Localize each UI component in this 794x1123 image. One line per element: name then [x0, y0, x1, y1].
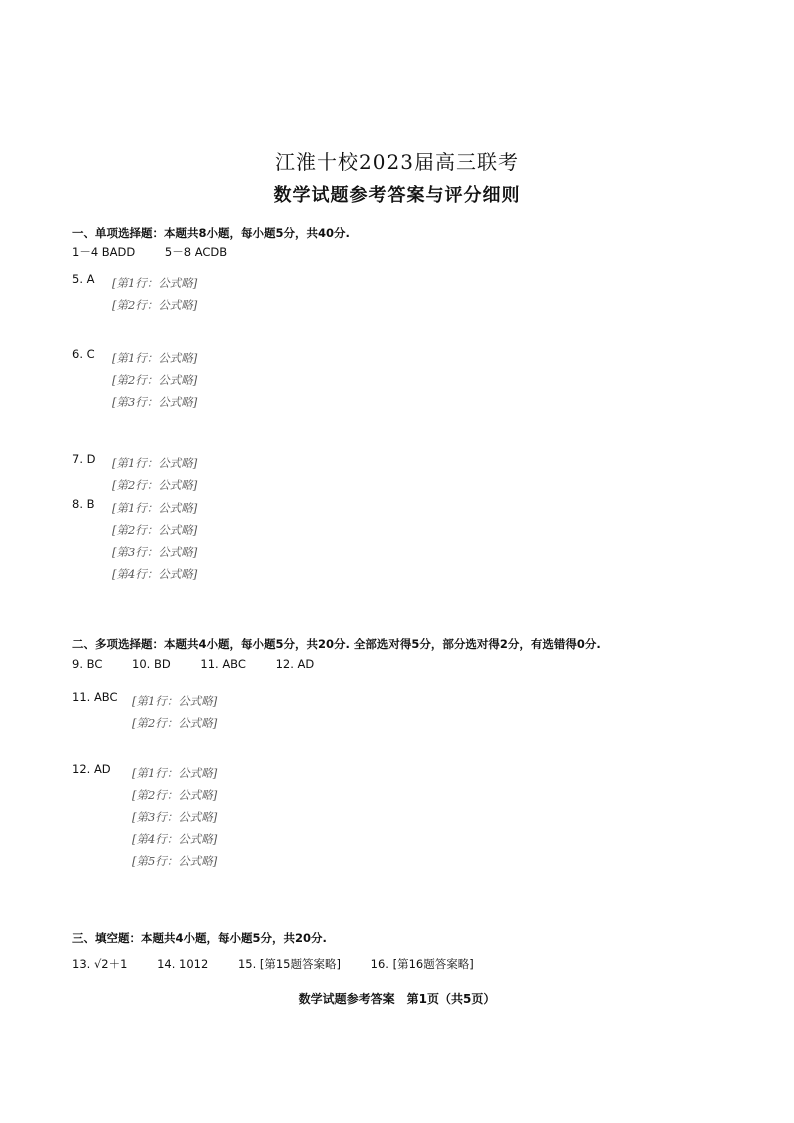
section-3-heading: 三、填空题：本题共4小题，每小题5分，共20分.	[72, 931, 327, 945]
answer-group: 5－8 ACDB	[164, 245, 228, 259]
solution-label: 7. D	[72, 452, 96, 466]
section-3-answers	[72, 956, 500, 972]
solution-line: [第1行：公式略]	[112, 351, 198, 365]
solution-label: 5. A	[72, 272, 95, 286]
solution-line: [第3行：公式略]	[112, 395, 198, 409]
solution-line: [第1行：公式略]	[112, 456, 198, 470]
solution-line: [第2行：公式略]	[112, 298, 198, 312]
answer-item: 9. BC	[72, 657, 103, 671]
solution-line: [第1行：公式略]	[112, 501, 198, 515]
solution-label: 6. C	[72, 347, 95, 361]
answer-item: 12. AD	[275, 657, 315, 671]
solution-line: [第3行：公式略]	[112, 545, 198, 559]
answer-item: 13. √2＋1	[72, 957, 128, 971]
solution-body	[112, 272, 732, 316]
solution-body	[132, 762, 732, 872]
solution-line: [第1行：公式略]	[112, 276, 198, 290]
section-2-heading: 二、多项选择题：本题共4小题，每小题5分，共20分. 全部选对得5分，部分选对得2分，有选错得0分.	[72, 637, 601, 651]
section-1-heading: 一、单项选择题：本题共8小题，每小题5分，共40分.	[72, 226, 350, 240]
solution-line: [第2行：公式略]	[112, 523, 198, 537]
answer-item: 11. ABC	[200, 657, 246, 671]
solution-line: [第1行：公式略]	[132, 766, 218, 780]
solution-line: [第2行：公式略]	[132, 716, 218, 730]
page-title: 江淮十校2023届高三联考	[275, 150, 519, 174]
solution-label: 11. ABC	[72, 690, 118, 704]
section-1-answers	[72, 244, 253, 260]
page-subtitle: 数学试题参考答案与评分细则	[273, 185, 521, 206]
solution-line: [第2行：公式略]	[132, 788, 218, 802]
section-2-answers	[72, 657, 340, 671]
answer-item: 14. 1012	[157, 957, 209, 971]
solution-line: [第2行：公式略]	[112, 478, 198, 492]
solution-label: 12. AD	[72, 762, 111, 776]
answer-item: 16. [第16题答案略]	[370, 957, 474, 971]
solution-line: [第5行：公式略]	[132, 854, 218, 868]
answer-item: 15. [第15题答案略]	[237, 957, 341, 971]
solution-label: 8. B	[72, 497, 95, 511]
solution-body	[112, 347, 732, 413]
solution-body	[112, 452, 732, 496]
solution-line: [第2行：公式略]	[112, 373, 198, 387]
solution-line: [第1行：公式略]	[132, 694, 218, 708]
solution-line: [第4行：公式略]	[112, 567, 198, 581]
answer-item: 10. BD	[132, 657, 171, 671]
solution-line: [第4行：公式略]	[132, 832, 218, 846]
solution-line: [第3行：公式略]	[132, 810, 218, 824]
solution-body	[112, 497, 732, 585]
answer-group: 1－4 BADD	[72, 245, 136, 259]
page-footer: 数学试题参考答案 第1页（共5页）	[298, 992, 496, 1006]
solution-body	[132, 690, 732, 734]
